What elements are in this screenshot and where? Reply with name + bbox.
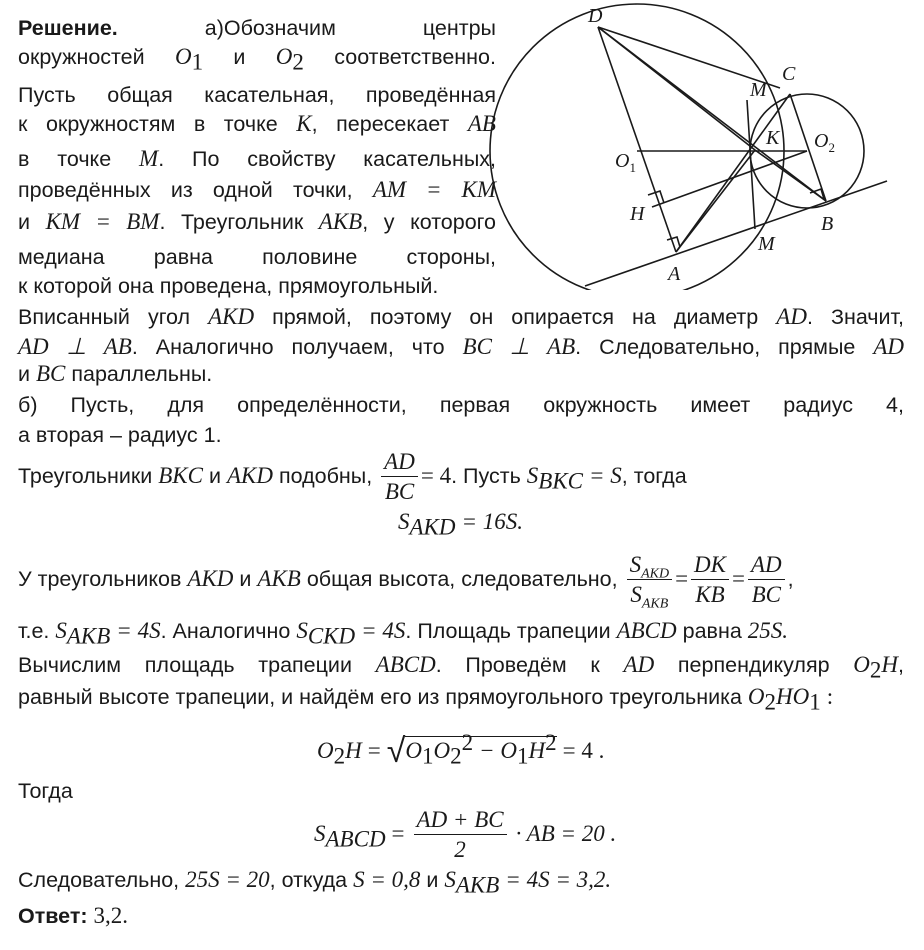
line-11: [18, 333, 904, 361]
text-fragment: Треугольники: [18, 464, 153, 488]
math-s-akb: $S_{AKB} = 4S$: [55, 618, 161, 649]
text-fragment: , тогда: [621, 464, 687, 488]
math-bkc: BKC: [158, 463, 203, 488]
line-13: [18, 391, 904, 419]
text-fragment: , у которого: [362, 210, 497, 234]
text-fragment: Следовательно,: [18, 868, 180, 892]
text-fragment: проведённых из одной точки,: [18, 178, 353, 202]
right-angle-h: [648, 191, 664, 203]
text-fragment: и: [208, 464, 221, 488]
math-s-value: S = 0,8: [353, 867, 421, 892]
math-o2ho1: $O_2HO_1$: [747, 684, 821, 715]
answer-line: [18, 902, 128, 930]
text-fragment: к которой она проведена, прямоугольный.: [18, 274, 439, 298]
text-fragment: в точке: [18, 147, 112, 171]
text-fragment: перпендикуляр: [677, 653, 830, 677]
text-fragment: подобны,: [278, 464, 373, 488]
text-fragment: Вписанный угол: [18, 305, 191, 329]
text-fragment: Вычислим площадь трапеции: [18, 653, 352, 677]
math-bc: BC: [36, 361, 66, 386]
text-fragment: и: [426, 868, 439, 892]
text-fragment: . Аналогично получаем, что: [131, 335, 445, 359]
line-2: [18, 43, 496, 75]
line-6: [18, 176, 496, 204]
line-5: [18, 145, 496, 173]
line-1: [18, 14, 496, 42]
line-9: [18, 272, 438, 300]
label-k: K: [766, 127, 780, 149]
label-m-bottom: M: [758, 233, 775, 255]
label-m-top: M: [750, 79, 767, 101]
math-eq4: = 4: [420, 463, 452, 488]
math-akb: AKB: [257, 566, 301, 591]
text-fragment: окружностей: [18, 45, 145, 69]
math-akd: AKD: [208, 304, 255, 329]
line-18: [18, 617, 789, 649]
text-fragment: и: [18, 362, 31, 386]
text-fragment: . Аналогично: [160, 619, 291, 643]
text-fragment: и: [233, 45, 246, 69]
segment-ak: [676, 150, 755, 252]
line-14: [18, 421, 222, 449]
segment-o2h: [652, 151, 807, 207]
math-o2h: $O_2H$: [853, 652, 899, 683]
math-s-abcd-formula: $S_{ABCD}$ = $\frac{AD + BC}{2}$ · AB = 20 .: [314, 807, 617, 863]
line-4: [18, 110, 496, 138]
math-abcd: ABCD: [616, 618, 677, 643]
text-fragment: . Пусть: [451, 464, 521, 488]
fraction-ad-bc: $\frac{AD}{BC}$: [748, 552, 785, 608]
math-k: K: [296, 111, 312, 136]
text-fragment: . Проведём к: [435, 653, 600, 677]
line-7: [18, 208, 496, 236]
math-abcd: ABCD: [375, 652, 436, 677]
solution-label: Решение.: [18, 16, 118, 40]
text-fragment: и: [18, 210, 31, 234]
math-s-ckd: $S_{CKD} = 4S$: [296, 618, 406, 649]
text-fragment: , откуда: [269, 868, 348, 892]
geometry-figure: [486, 0, 906, 290]
text-fragment: и: [239, 567, 252, 591]
label-b: B: [821, 213, 834, 235]
fraction-ad-bc: $\frac{AD}{BC}$: [381, 449, 418, 505]
label-h: H: [630, 203, 645, 225]
math-o1: $O_1$: [174, 44, 204, 75]
label-o2: $O_2$: [814, 130, 835, 155]
math-km-bm: KM = BM: [45, 209, 160, 234]
text-fragment: т.е.: [18, 619, 50, 643]
text-fragment: , пересекает: [311, 112, 450, 136]
text-fragment: к окружностям в точке: [18, 112, 278, 136]
line-3: [18, 81, 496, 109]
line-12: [18, 360, 212, 388]
math-ab: AB: [467, 111, 496, 136]
text-fragment: соответственно.: [334, 45, 496, 69]
text-fragment: Обозначим центры: [223, 16, 496, 40]
line-21: [317, 729, 605, 770]
math-ad: AD: [623, 652, 655, 677]
label-a: A: [668, 263, 681, 285]
math-m: M: [139, 146, 159, 171]
part-b-marker: б): [18, 393, 38, 417]
segment-km: [747, 100, 755, 229]
answer-label: Ответ:: [18, 904, 88, 928]
math-o2: $O_2$: [275, 44, 304, 75]
fraction-dk-kb: $\frac{DK}{KB}$: [691, 552, 729, 608]
segment-ca: [676, 94, 790, 252]
math-o2h-formula: $O_2H = √O_1O_2^2 - O_1H^2 = 4$ .: [317, 729, 605, 770]
line-23: [314, 804, 616, 864]
line-16: [398, 508, 524, 540]
label-o1: $O_1$: [615, 150, 636, 175]
text-fragment: . Следовательно, прямые: [575, 335, 856, 359]
math-ad: AD: [776, 304, 807, 329]
math-s-akd: $S_{AKD} = 16S$.: [398, 509, 524, 540]
math-bc-perp-ab: BC ⊥ AB: [462, 334, 576, 359]
line-19: Вычислим площадь трапеции ABCD. Проведём к AD перпендикуляр $O_2H$,: [18, 652, 904, 683]
line-20: равный высоте трапеции, и найдём его из прямоугольного треугольника $O_2HO_1$ :: [18, 684, 834, 715]
line-15: [18, 446, 687, 506]
text-fragment: прямой, поэтому он опирается на диаметр: [272, 305, 759, 329]
tangent-line-ab: [585, 181, 887, 286]
line-22: [18, 777, 73, 805]
circle-large: [490, 4, 784, 290]
text-fragment: параллельны.: [71, 362, 213, 386]
math-akd: AKD: [226, 463, 273, 488]
text-fragment: медиана равна половине стороны,: [18, 245, 496, 269]
line-24: [18, 866, 612, 898]
math-s-bkc: $S_{BKC} = S$: [526, 463, 622, 494]
part-a-marker: а): [204, 16, 224, 40]
fraction-s-akd-s-akb: $\frac{S_{AKD}}{S_{AKB}}$: [627, 552, 673, 608]
label-c: C: [782, 63, 796, 85]
math-25s-eq: 25S = 20: [185, 867, 270, 892]
text-fragment: равный высоте трапеции, и найдём его из прямоугольного треугольника: [18, 685, 742, 709]
text-fragment: Пусть общая касательная, проведённая: [18, 83, 496, 107]
math-s-akb-result: $S_{AKB} = 4S = 3,2$.: [444, 867, 612, 898]
text-fragment: . Площадь трапеции: [405, 619, 611, 643]
math-akb: AKB: [318, 209, 363, 234]
math-am-km: AM = KM: [372, 177, 496, 202]
math-ad: AD: [873, 334, 904, 359]
text-fragment: Пусть, для определённости, первая окружность имеет радиус 4,: [70, 393, 904, 417]
text-fragment: У треугольников: [18, 567, 182, 591]
text-fragment: . Значит,: [806, 305, 904, 329]
text-fragment: а вторая – радиус 1.: [18, 423, 222, 447]
text-fragment: равна: [682, 619, 742, 643]
math-ad-perp-ab: AD ⊥ AB: [18, 334, 132, 359]
math-akd: AKD: [187, 566, 234, 591]
text-fragment: Тогда: [18, 779, 73, 803]
answer-value: 3,2.: [93, 903, 129, 928]
line-17: У треугольников AKD и AKB общая высота, следовательно, $\frac{S_{AKD}}{S_{AKB}}$ = $\frac{DK}{KB}$ = $\frac{AD}{BC}$ ,: [18, 552, 794, 612]
text-fragment: . По свойству касательных,: [158, 147, 496, 171]
text-fragment: общая высота, следовательно,: [306, 567, 618, 591]
line-8: [18, 243, 496, 271]
line-10: [18, 303, 904, 331]
text-fragment: . Треугольник: [159, 210, 304, 234]
math-25s: 25S.: [747, 618, 789, 643]
label-d: D: [588, 5, 603, 27]
